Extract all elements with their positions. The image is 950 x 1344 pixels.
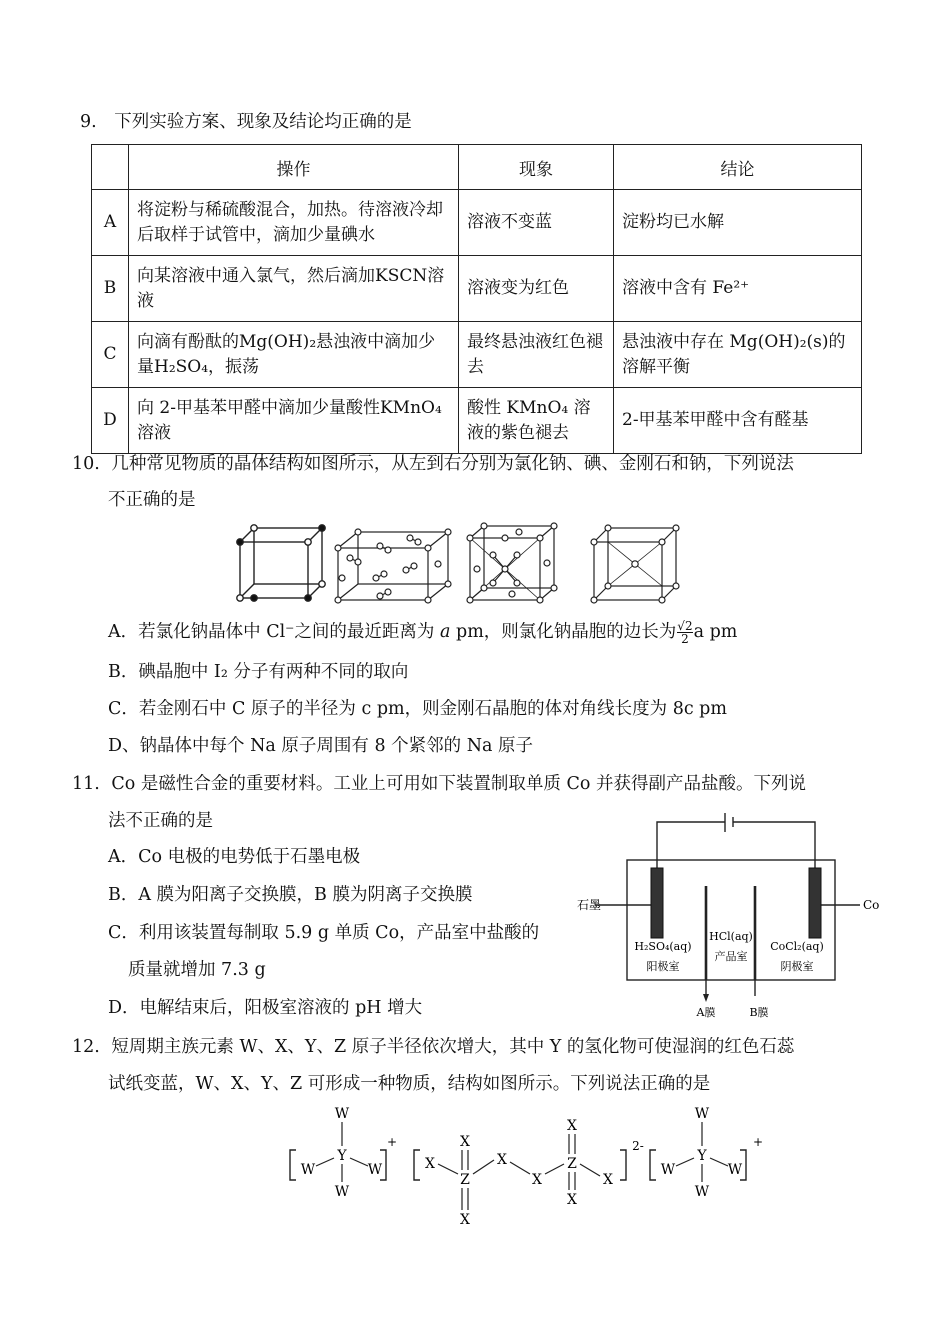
header-conclusion: 结论 bbox=[614, 145, 862, 190]
q9-stem-text: 下列实验方案、现象及结论均正确的是 bbox=[114, 112, 412, 132]
nacl-cell bbox=[237, 525, 325, 601]
fraction-numerator: √2 bbox=[677, 619, 693, 633]
atom-x: X bbox=[460, 1212, 470, 1228]
header-blank bbox=[92, 145, 129, 190]
table-row bbox=[92, 190, 862, 256]
row-operation: 向 2-甲基苯甲醛中滴加少量酸性KMnO₄溶液 bbox=[129, 388, 459, 454]
iodine-cell bbox=[335, 529, 451, 603]
option-a-text-mid: pm，则氯化钠晶胞的边长为 bbox=[450, 622, 677, 642]
membrane-b-label: B膜 bbox=[749, 1006, 769, 1019]
diamond-cell bbox=[467, 523, 557, 603]
atom-w: W bbox=[694, 1106, 710, 1122]
table-row bbox=[92, 322, 862, 388]
q11-option-b: B．A 膜为阳离子交换膜，B 膜为阴离子交换膜 bbox=[108, 885, 473, 905]
row-operation: 将淀粉与稀硫酸混合，加热。待溶液冷却后取样于试管中，滴加少量碘水 bbox=[129, 190, 459, 256]
row-phenomenon: 溶液变为红色 bbox=[459, 256, 614, 322]
q11-option-c-line2: 质量就增加 7.3 g bbox=[128, 960, 266, 980]
row-phenomenon: 最终悬浊液红色褪去 bbox=[459, 322, 614, 388]
fraction-denominator: 2 bbox=[681, 632, 689, 646]
q10-option-b: B．碘晶胞中 I₂ 分子有两种不同的取向 bbox=[108, 662, 409, 682]
atom-w: W bbox=[694, 1184, 710, 1200]
atom-z: Z bbox=[567, 1156, 577, 1172]
q12-stem-text: 短周期主族元素 W、X、Y、Z 原子半径依次增大，其中 Y 的氢化物可使湿润的红色石蕊 bbox=[111, 1037, 795, 1057]
atom-y: Y bbox=[697, 1148, 707, 1164]
row-conclusion: 淀粉均已水解 bbox=[614, 190, 862, 256]
row-conclusion: 2-甲基苯甲醛中含有醛基 bbox=[614, 388, 862, 454]
q10-stem-line2: 不正确的是 bbox=[108, 490, 196, 510]
q12-stem-line1 bbox=[72, 1035, 794, 1059]
q11-stem-line1 bbox=[72, 772, 806, 796]
q11-stem-text: Co 是磁性合金的重要材料。工业上可用如下装置制取单质 Co 并获得副产品盐酸。下列说 bbox=[111, 774, 806, 794]
atom-x: X bbox=[425, 1156, 435, 1172]
q10-option-c: C．若金刚石中 C 原子的半径为 c pm，则金刚石晶胞的体对角线长度为 8c pm bbox=[108, 699, 727, 719]
atom-w: W bbox=[300, 1162, 316, 1178]
anion-charge: 2- bbox=[632, 1139, 644, 1153]
q10-number: 10. bbox=[72, 454, 100, 474]
cathode-solution-label: CoCl₂(aq) bbox=[770, 940, 824, 953]
atom-x: X bbox=[567, 1118, 577, 1134]
table-row bbox=[92, 256, 862, 322]
row-phenomenon: 溶液不变蓝 bbox=[459, 190, 614, 256]
product-solution-label: HCl(aq) bbox=[709, 930, 753, 943]
row-conclusion: 悬浊液中存在 Mg(OH)₂(s)的溶解平衡 bbox=[614, 322, 862, 388]
cathode-room-label: 阴极室 bbox=[780, 960, 814, 973]
ionic-structure-figure bbox=[280, 1102, 780, 1228]
header-operation: 操作 bbox=[129, 145, 459, 190]
row-operation: 向某溶液中通入氯气，然后滴加KSCN溶液 bbox=[129, 256, 459, 322]
row-label: D bbox=[92, 388, 129, 454]
option-a-text-pre: A．若氯化钠晶体中 Cl⁻之间的最近距离为 bbox=[108, 622, 440, 642]
atom-w: W bbox=[334, 1106, 350, 1122]
atom-w: W bbox=[660, 1162, 676, 1178]
atom-x: X bbox=[603, 1172, 613, 1188]
a-membrane-arrow bbox=[703, 994, 709, 1002]
row-label: C bbox=[92, 322, 129, 388]
q10-stem-line1 bbox=[72, 452, 794, 476]
q9-table bbox=[91, 144, 862, 454]
anion bbox=[414, 1118, 644, 1228]
row-phenomenon: 酸性 KMnO₄ 溶液的紫色褪去 bbox=[459, 388, 614, 454]
cobalt-electrode bbox=[809, 868, 821, 938]
atom-w: W bbox=[367, 1162, 383, 1178]
atom-z: Z bbox=[460, 1172, 470, 1188]
row-conclusion: 溶液中含有 Fe²⁺ bbox=[614, 256, 862, 322]
atom-x: X bbox=[567, 1192, 577, 1208]
q12-number: 12. bbox=[72, 1037, 100, 1057]
row-operation: 向滴有酚酞的Mg(OH)₂悬浊液中滴加少量H₂SO₄，振荡 bbox=[129, 322, 459, 388]
row-label: A bbox=[92, 190, 129, 256]
q11-stem-line2: 法不正确的是 bbox=[108, 811, 213, 831]
q10-option-d: D、钠晶体中每个 Na 原子周围有 8 个紧邻的 Na 原子 bbox=[108, 736, 534, 756]
right-cation bbox=[650, 1106, 763, 1200]
cobalt-label: Co bbox=[863, 898, 880, 912]
graphite-electrode bbox=[651, 868, 663, 938]
sodium-cell bbox=[591, 525, 679, 603]
option-a-fraction bbox=[677, 620, 692, 645]
product-room-label: 产品室 bbox=[714, 950, 748, 963]
atom-x: X bbox=[460, 1134, 470, 1150]
q9-number: 9. bbox=[80, 112, 97, 132]
q11-option-c-line1: C．利用该装置每制取 5.9 g 单质 Co，产品室中盐酸的 bbox=[108, 923, 540, 943]
q9-stem bbox=[80, 110, 412, 134]
membrane-a-label: A膜 bbox=[696, 1006, 716, 1019]
graphite-label: 石墨 bbox=[577, 898, 602, 912]
anode-solution-label: H₂SO₄(aq) bbox=[634, 940, 692, 953]
header-phenomenon: 现象 bbox=[459, 145, 614, 190]
q11-option-d: D．电解结束后，阳极室溶液的 pH 增大 bbox=[108, 998, 423, 1018]
atom-x: X bbox=[497, 1152, 507, 1168]
atom-w: W bbox=[727, 1162, 743, 1178]
table-row bbox=[92, 388, 862, 454]
anode-room-label: 阳极室 bbox=[646, 960, 680, 973]
left-cation bbox=[290, 1106, 397, 1200]
crystal-structures-figure bbox=[230, 518, 700, 610]
cation-charge: + bbox=[386, 1135, 398, 1149]
table-header-row bbox=[92, 145, 862, 190]
row-label: B bbox=[92, 256, 129, 322]
q12-stem-line2: 试纸变蓝，W、X、Y、Z 可形成一种物质，结构如图所示。下列说法正确的是 bbox=[108, 1074, 711, 1094]
option-a-text-post: a pm bbox=[693, 622, 738, 642]
atom-y: Y bbox=[337, 1148, 347, 1164]
cation-charge: + bbox=[752, 1135, 764, 1149]
q11-option-a: A．Co 电极的电势低于石墨电极 bbox=[108, 847, 361, 867]
option-a-variable: a bbox=[440, 622, 451, 642]
atom-w: W bbox=[334, 1184, 350, 1200]
q10-option-a bbox=[108, 620, 737, 645]
atom-x: X bbox=[532, 1172, 542, 1188]
q11-number: 11. bbox=[72, 774, 100, 794]
electrolysis-diagram bbox=[575, 810, 885, 1020]
q10-stem-text: 几种常见物质的晶体结构如图所示，从左到右分别为氯化钠、碘、金刚石和钠，下列说法 bbox=[111, 454, 794, 474]
